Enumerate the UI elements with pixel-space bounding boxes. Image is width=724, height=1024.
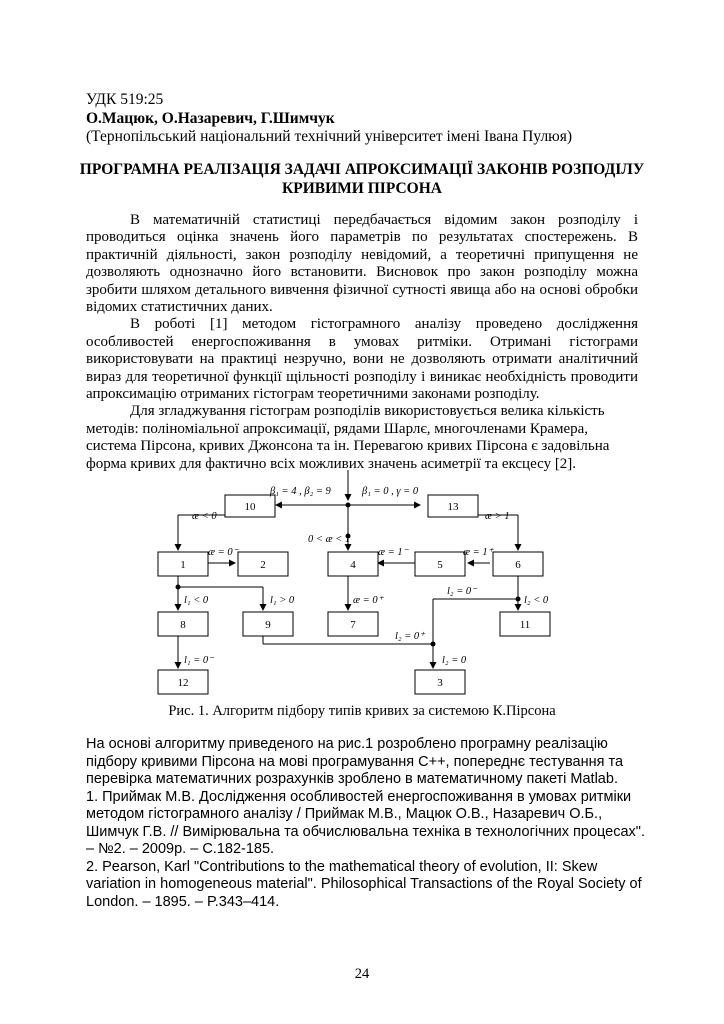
box-label: 9 (265, 619, 271, 631)
figure-caption: Рис. 1. Алгоритм підбору типів кривих за системою К.Пірсона (168, 703, 556, 719)
edge-label: β₁ = 4 , β₂ = 9 (270, 486, 331, 497)
affiliation: (Тернопільський національний технічний університет імені Івана Пулюя) (86, 128, 573, 145)
box-label: 6 (515, 559, 521, 571)
box-label: 5 (437, 559, 443, 571)
paragraph: В роботі [1] методом гістограмного аналізу проведено дослідження особливостей енергоспоживання в умовах ритміки. Отримані гістограми використовувати на практиці незручно, вони не дозволяють отримати аналітичний вираз для теоретичної функції щільності розподілу і виникає необхідність проводити апроксимацію отриманих гістограм теоретичними законами розподілу. (86, 316, 638, 403)
box-label: 4 (350, 559, 356, 571)
edge-label: l₁ < 0 (184, 595, 209, 606)
edge-label: l₂ = 0 (442, 655, 467, 666)
edge-label: l₁ > 0 (270, 595, 295, 606)
paragraph: Для згладжування гістограм розподілів використовується велика кількість методів: поліноміальної апроксимації, рядами Шарлє, многочленами Крамера, система Пірсона, кривих Джонсона та ін. Перевагою кривих Пірсона є задовільна форма кривих для фактично всіх можливих значень асиметрії та ексцесу [2]. (86, 403, 610, 472)
edge-label: 0 < æ < 1 (308, 534, 351, 545)
edge-label: β₁ = 0 , γ = 0 (362, 486, 419, 497)
edge-label: l₂ < 0 (524, 595, 549, 606)
udk-code: УДК 519:25 (86, 91, 164, 108)
paragraph: На основі алгоритму приведеного на рис.1 розроблено програмну реалізацію підбору кривими Пірсона на мові програмування С++, попереднє тестування та перевірка математичних розрахунків зроблено в математичному пакеті Matlab. (86, 736, 624, 787)
edge-label: l₂ = 0⁺ (395, 631, 425, 642)
authors: О.Мацюк, О.Назаревич, Г.Шимчук (86, 110, 335, 127)
box-label: 3 (437, 677, 443, 689)
page-number: 24 (354, 966, 370, 982)
box-label: 10 (244, 501, 256, 513)
edge-label: æ = 0⁺ (353, 595, 384, 606)
box-label: 1 (180, 559, 186, 571)
reference-item: 1. Приймак М.В. Дослідження особливостей енергоспоживання в умовах ритміки методом гістограмного аналізу / Приймак М.В., Мацюк О.В., Назаревич О.Б., Шимчук Г.В. // Вимірювальна та обчислювальна техніка в технологічних процесах". – №2. – 2009р. – С.182-185. (86, 788, 645, 857)
box-label: 2 (260, 559, 266, 571)
box-label: 11 (519, 619, 531, 631)
body-text (86, 212, 638, 473)
pearson-algorithm-diagram (150, 470, 570, 700)
box-label: 12 (177, 677, 189, 689)
edge-label: æ = 1⁺ (463, 547, 494, 558)
reference-item: 2. Pearson, Karl "Contributions to the mathematical theory of evolution, II: Skew variation in homogeneous material". Philosophical Transactions of the Royal Society of London. – 1895. – P.343–414. (86, 858, 642, 910)
edge-label: æ > 1 (485, 511, 510, 522)
paper-title: ПРОГРАМНА РЕАЛІЗАЦІЯ ЗАДАЧІ АПРОКСИМАЦІЇ ЗАКОНІВ РОЗПОДІЛУ КРИВИМИ ПІРСОНА (79, 161, 645, 197)
edge-label: l₁ = 0⁻ (184, 655, 214, 666)
box-label: 8 (180, 619, 186, 631)
edge-label: æ = 1⁻ (378, 547, 409, 558)
box-label: 13 (447, 501, 459, 513)
edge-label: æ < 0 (192, 511, 217, 522)
box-label: 7 (350, 619, 356, 631)
edge-label: æ = 0⁻ (208, 547, 239, 558)
conclusion-and-references (86, 736, 646, 911)
edge-label: l₂ = 0⁻ (447, 586, 477, 597)
paragraph: В математичній статистиці передбачається відомим закон розподілу і проводиться оцінка значень його параметрів по результатах спостережень. В практичній діяльності, закон розподілу невідомий, а теоретичні припущення не дозволяють однозначно його встановити. Висновок про закон розподілу можна зробити шляхом детального вивчення фізичної сутності явища або на основі обробки відомих статистичних даних. (86, 212, 638, 316)
